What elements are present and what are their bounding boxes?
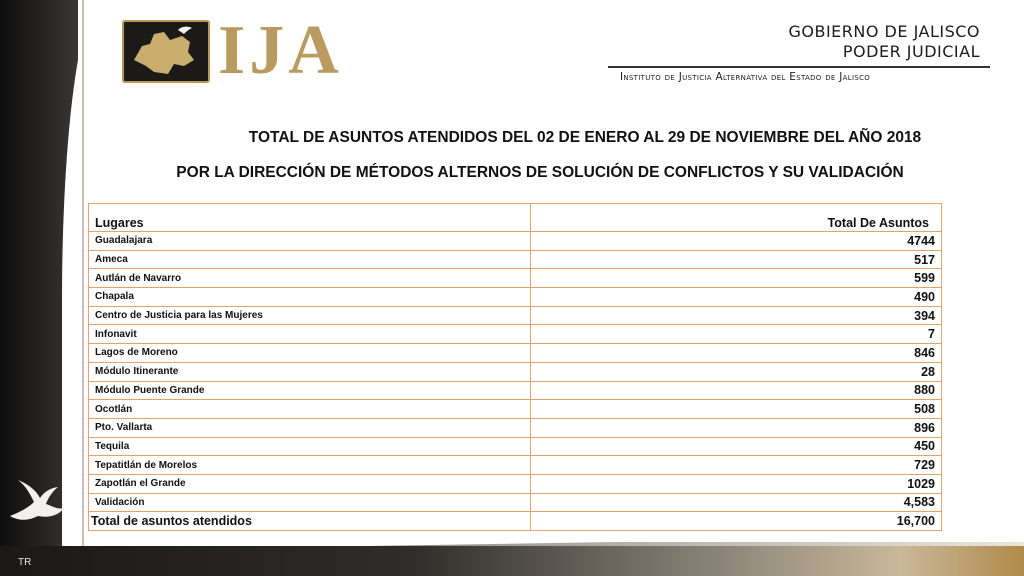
total-cell: 450 bbox=[531, 437, 942, 456]
place-cell: Tequila bbox=[89, 437, 531, 456]
institute-name: Instituto de Justicia Alternativa del Estado de Jalisco bbox=[620, 71, 871, 83]
table-row bbox=[89, 250, 942, 269]
page-title: TOTAL DE ASUNTOS ATENDIDOS DEL 02 DE ENERO AL 29 DE NOVIEMBRE DEL AÑO 2018 bbox=[248, 129, 922, 146]
table-row bbox=[89, 418, 942, 437]
place-cell: Módulo Puente Grande bbox=[89, 381, 531, 400]
table-row bbox=[89, 362, 942, 381]
place-cell: Chapala bbox=[89, 288, 531, 307]
col-header-total: Total De Asuntos bbox=[531, 204, 942, 232]
total-cell: 1029 bbox=[531, 474, 942, 493]
total-cell: 880 bbox=[531, 381, 942, 400]
place-cell: Pto. Vallarta bbox=[89, 418, 531, 437]
place-cell: Tepatitlán de Morelos bbox=[89, 456, 531, 475]
grand-total-label: Total de asuntos atendidos bbox=[89, 512, 531, 531]
place-cell: Lagos de Moreno bbox=[89, 344, 531, 363]
table-row bbox=[89, 381, 942, 400]
total-cell: 517 bbox=[531, 250, 942, 269]
dove-icon bbox=[6, 478, 66, 526]
footer-label: TR bbox=[18, 557, 32, 568]
total-cell: 4,583 bbox=[531, 493, 942, 512]
footer-bar bbox=[0, 546, 1024, 576]
cases-table bbox=[88, 203, 942, 531]
table-row bbox=[89, 493, 942, 512]
place-cell: Validación bbox=[89, 493, 531, 512]
place-cell: Guadalajara bbox=[89, 232, 531, 251]
page-subtitle: POR LA DIRECCIÓN DE MÉTODOS ALTERNOS DE SOLUCIÓN DE CONFLICTOS Y SU VALIDACIÓN bbox=[176, 164, 904, 181]
jalisco-map-logo bbox=[122, 20, 210, 83]
header-divider bbox=[608, 66, 990, 68]
total-cell: 508 bbox=[531, 400, 942, 419]
grand-total-row bbox=[89, 512, 942, 531]
table-header-row bbox=[89, 204, 942, 232]
total-cell: 7 bbox=[531, 325, 942, 344]
jalisco-map-icon bbox=[124, 22, 208, 81]
gov-line1: GOBIERNO DE JALISCO bbox=[788, 22, 980, 41]
table-row bbox=[89, 325, 942, 344]
frame-line bbox=[82, 0, 84, 548]
table-row bbox=[89, 269, 942, 288]
gov-line2: PODER JUDICIAL bbox=[842, 42, 980, 61]
table-row bbox=[89, 344, 942, 363]
table-row bbox=[89, 306, 942, 325]
total-cell: 4744 bbox=[531, 232, 942, 251]
table-row bbox=[89, 456, 942, 475]
place-cell: Módulo Itinerante bbox=[89, 362, 531, 381]
col-header-place: Lugares bbox=[89, 204, 531, 232]
ija-logo-text: IJA bbox=[218, 12, 343, 89]
total-cell: 846 bbox=[531, 344, 942, 363]
place-cell: Infonavit bbox=[89, 325, 531, 344]
table-row bbox=[89, 232, 942, 251]
place-cell: Centro de Justicia para las Mujeres bbox=[89, 306, 531, 325]
total-cell: 599 bbox=[531, 269, 942, 288]
place-cell: Autlán de Navarro bbox=[89, 269, 531, 288]
place-cell: Zapotlán el Grande bbox=[89, 474, 531, 493]
total-cell: 490 bbox=[531, 288, 942, 307]
place-cell: Ameca bbox=[89, 250, 531, 269]
total-cell: 394 bbox=[531, 306, 942, 325]
table-row bbox=[89, 400, 942, 419]
place-cell: Ocotlán bbox=[89, 400, 531, 419]
grand-total-value: 16,700 bbox=[531, 512, 942, 531]
total-cell: 896 bbox=[531, 418, 942, 437]
total-cell: 28 bbox=[531, 362, 942, 381]
table-row bbox=[89, 437, 942, 456]
table-row bbox=[89, 288, 942, 307]
table-row bbox=[89, 474, 942, 493]
total-cell: 729 bbox=[531, 456, 942, 475]
